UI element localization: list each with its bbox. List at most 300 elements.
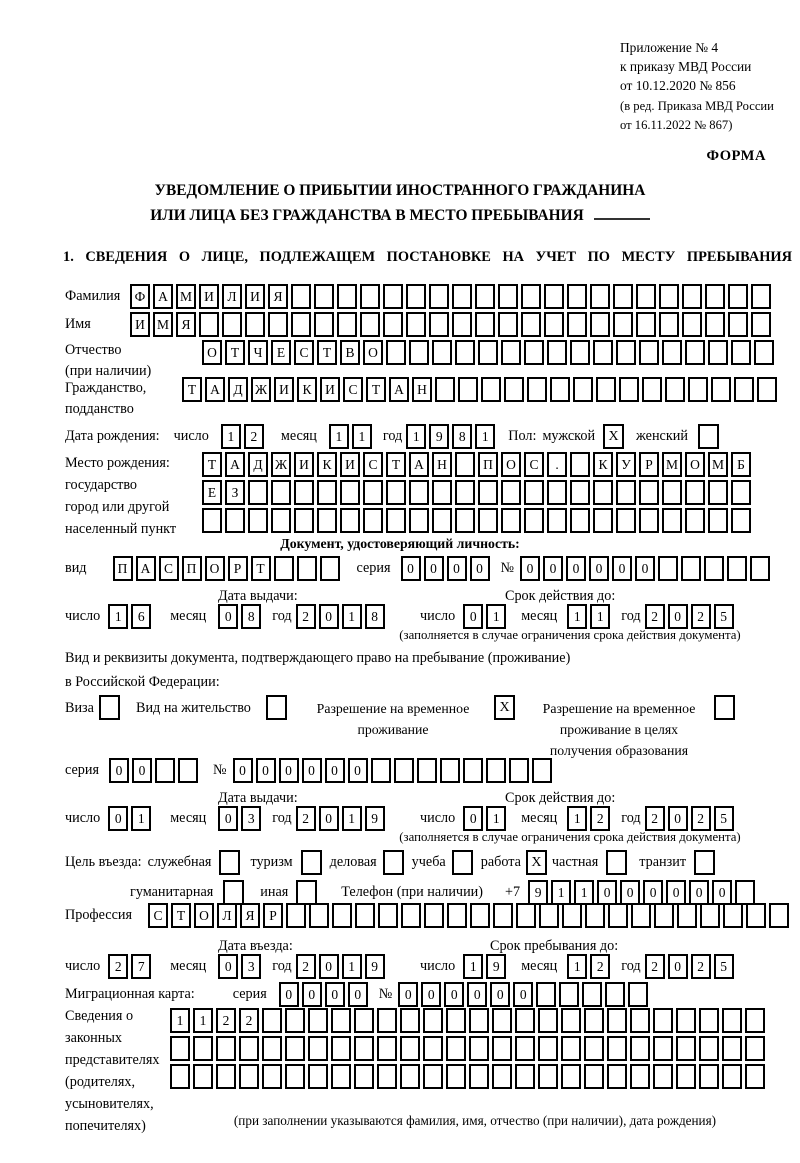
char-box[interactable] (271, 508, 291, 533)
char-box[interactable]: 0 (218, 806, 238, 831)
char-box[interactable] (676, 1008, 696, 1033)
char-box[interactable] (294, 480, 314, 505)
purpose-transit-checkbox[interactable] (694, 850, 715, 875)
char-box[interactable] (360, 284, 380, 309)
visa-checkbox[interactable] (99, 695, 120, 720)
char-box[interactable] (470, 903, 490, 928)
char-box[interactable]: . (547, 452, 567, 477)
char-box[interactable]: 1 (574, 880, 594, 905)
char-box[interactable] (170, 1036, 190, 1061)
char-box[interactable] (659, 312, 679, 337)
char-box[interactable] (314, 284, 334, 309)
char-box[interactable]: 1 (170, 1008, 190, 1033)
char-box[interactable] (423, 1008, 443, 1033)
char-box[interactable]: 0 (109, 758, 129, 783)
char-box[interactable] (561, 1008, 581, 1033)
char-box[interactable]: С (159, 556, 179, 581)
char-box[interactable] (400, 1008, 420, 1033)
char-box[interactable] (492, 1064, 512, 1089)
char-box[interactable] (630, 1064, 650, 1089)
char-box[interactable] (504, 377, 524, 402)
char-box[interactable]: 0 (668, 806, 688, 831)
char-box[interactable]: И (320, 377, 340, 402)
char-box[interactable]: Т (386, 452, 406, 477)
char-box[interactable] (527, 377, 547, 402)
char-box[interactable] (685, 480, 705, 505)
char-box[interactable]: П (478, 452, 498, 477)
char-box[interactable] (642, 377, 662, 402)
char-box[interactable] (593, 508, 613, 533)
char-box[interactable] (708, 508, 728, 533)
char-box[interactable] (455, 452, 475, 477)
char-box[interactable] (728, 312, 748, 337)
char-box[interactable] (561, 1036, 581, 1061)
char-box[interactable] (363, 508, 383, 533)
char-box[interactable]: М (176, 284, 196, 309)
char-box[interactable]: Я (176, 312, 196, 337)
char-box[interactable]: И (274, 377, 294, 402)
char-box[interactable] (492, 1008, 512, 1033)
char-box[interactable]: Т (251, 556, 271, 581)
char-box[interactable] (582, 982, 602, 1007)
char-box[interactable]: 0 (597, 880, 617, 905)
purpose-private-checkbox[interactable] (606, 850, 627, 875)
purpose-humanitarian-checkbox[interactable] (223, 880, 244, 905)
char-box[interactable] (544, 284, 564, 309)
char-box[interactable]: 1 (567, 806, 587, 831)
char-box[interactable] (400, 1064, 420, 1089)
char-box[interactable] (731, 480, 751, 505)
char-box[interactable] (463, 758, 483, 783)
char-box[interactable]: 2 (244, 424, 264, 449)
char-box[interactable] (291, 284, 311, 309)
char-box[interactable] (665, 377, 685, 402)
char-box[interactable] (360, 312, 380, 337)
char-box[interactable] (386, 340, 406, 365)
char-box[interactable]: 6 (131, 604, 151, 629)
char-box[interactable]: 1 (352, 424, 372, 449)
char-box[interactable] (294, 508, 314, 533)
char-box[interactable] (222, 312, 242, 337)
char-box[interactable] (424, 903, 444, 928)
char-box[interactable] (532, 758, 552, 783)
char-box[interactable] (446, 1036, 466, 1061)
char-box[interactable]: А (225, 452, 245, 477)
char-box[interactable] (178, 758, 198, 783)
char-box[interactable]: 0 (319, 604, 339, 629)
char-box[interactable] (639, 480, 659, 505)
char-box[interactable]: Ж (271, 452, 291, 477)
char-box[interactable] (354, 1008, 374, 1033)
char-box[interactable]: Я (240, 903, 260, 928)
char-box[interactable]: К (593, 452, 613, 477)
char-box[interactable]: С (148, 903, 168, 928)
char-box[interactable] (570, 452, 590, 477)
char-box[interactable]: 0 (612, 556, 632, 581)
char-box[interactable] (662, 340, 682, 365)
char-box[interactable]: С (294, 340, 314, 365)
char-box[interactable]: 5 (714, 604, 734, 629)
char-box[interactable] (704, 556, 724, 581)
char-box[interactable]: Д (248, 452, 268, 477)
char-box[interactable] (354, 1064, 374, 1089)
char-box[interactable]: 1 (342, 954, 362, 979)
char-box[interactable] (659, 284, 679, 309)
char-box[interactable] (636, 284, 656, 309)
male-checkbox[interactable]: X (603, 424, 624, 449)
char-box[interactable]: С (363, 452, 383, 477)
char-box[interactable]: 1 (108, 604, 128, 629)
char-box[interactable]: Т (182, 377, 202, 402)
char-box[interactable] (515, 1008, 535, 1033)
char-box[interactable]: О (501, 452, 521, 477)
char-box[interactable]: 8 (241, 604, 261, 629)
char-box[interactable] (516, 903, 536, 928)
char-box[interactable] (314, 312, 334, 337)
char-box[interactable]: 0 (348, 758, 368, 783)
char-box[interactable]: А (409, 452, 429, 477)
char-box[interactable] (705, 312, 725, 337)
char-box[interactable] (308, 1036, 328, 1061)
char-box[interactable] (677, 903, 697, 928)
char-box[interactable] (653, 1064, 673, 1089)
char-box[interactable]: 0 (470, 556, 490, 581)
char-box[interactable] (268, 312, 288, 337)
char-box[interactable] (590, 312, 610, 337)
char-box[interactable] (297, 556, 317, 581)
char-box[interactable] (340, 508, 360, 533)
char-box[interactable] (432, 480, 452, 505)
char-box[interactable] (274, 556, 294, 581)
char-box[interactable] (544, 312, 564, 337)
char-box[interactable] (639, 340, 659, 365)
char-box[interactable] (699, 1064, 719, 1089)
char-box[interactable]: 8 (365, 604, 385, 629)
char-box[interactable] (331, 1064, 351, 1089)
char-box[interactable] (662, 508, 682, 533)
char-box[interactable] (337, 312, 357, 337)
char-box[interactable] (377, 1064, 397, 1089)
char-box[interactable]: 0 (463, 806, 483, 831)
char-box[interactable] (308, 1008, 328, 1033)
char-box[interactable] (653, 1008, 673, 1033)
char-box[interactable] (688, 377, 708, 402)
char-box[interactable] (731, 508, 751, 533)
char-box[interactable]: 9 (486, 954, 506, 979)
char-box[interactable]: Т (366, 377, 386, 402)
char-box[interactable] (585, 903, 605, 928)
female-checkbox[interactable] (698, 424, 719, 449)
char-box[interactable]: 0 (256, 758, 276, 783)
char-box[interactable] (432, 340, 452, 365)
char-box[interactable]: 2 (296, 954, 316, 979)
char-box[interactable] (708, 480, 728, 505)
char-box[interactable] (607, 1036, 627, 1061)
char-box[interactable]: 2 (239, 1008, 259, 1033)
purpose-study-checkbox[interactable] (452, 850, 473, 875)
char-box[interactable] (731, 340, 751, 365)
char-box[interactable]: К (317, 452, 337, 477)
char-box[interactable] (654, 903, 674, 928)
char-box[interactable] (699, 1036, 719, 1061)
char-box[interactable] (216, 1036, 236, 1061)
char-box[interactable] (317, 508, 337, 533)
char-box[interactable]: 3 (241, 954, 261, 979)
char-box[interactable] (498, 312, 518, 337)
char-box[interactable] (377, 1008, 397, 1033)
char-box[interactable]: 0 (279, 758, 299, 783)
char-box[interactable] (501, 340, 521, 365)
char-box[interactable] (469, 1064, 489, 1089)
char-box[interactable] (769, 903, 789, 928)
char-box[interactable] (455, 508, 475, 533)
char-box[interactable]: Д (228, 377, 248, 402)
char-box[interactable] (478, 340, 498, 365)
char-box[interactable]: Е (202, 480, 222, 505)
char-box[interactable] (745, 1008, 765, 1033)
char-box[interactable] (524, 480, 544, 505)
char-box[interactable] (727, 556, 747, 581)
char-box[interactable]: 2 (296, 806, 316, 831)
char-box[interactable] (170, 1064, 190, 1089)
char-box[interactable] (469, 1008, 489, 1033)
char-box[interactable]: О (205, 556, 225, 581)
char-box[interactable] (386, 508, 406, 533)
char-box[interactable]: 2 (645, 604, 665, 629)
char-box[interactable] (681, 556, 701, 581)
char-box[interactable]: Ч (248, 340, 268, 365)
char-box[interactable]: 2 (691, 954, 711, 979)
char-box[interactable] (536, 982, 556, 1007)
char-box[interactable] (225, 508, 245, 533)
char-box[interactable]: 9 (365, 806, 385, 831)
char-box[interactable] (521, 312, 541, 337)
char-box[interactable]: М (708, 452, 728, 477)
char-box[interactable] (478, 508, 498, 533)
char-box[interactable]: З (225, 480, 245, 505)
char-box[interactable] (509, 758, 529, 783)
char-box[interactable] (501, 480, 521, 505)
char-box[interactable] (409, 480, 429, 505)
char-box[interactable] (498, 284, 518, 309)
char-box[interactable]: Я (268, 284, 288, 309)
char-box[interactable] (202, 508, 222, 533)
char-box[interactable]: 2 (216, 1008, 236, 1033)
char-box[interactable]: П (113, 556, 133, 581)
char-box[interactable] (685, 508, 705, 533)
char-box[interactable] (584, 1008, 604, 1033)
char-box[interactable]: 5 (714, 806, 734, 831)
char-box[interactable] (722, 1064, 742, 1089)
char-box[interactable]: 9 (365, 954, 385, 979)
char-box[interactable] (383, 312, 403, 337)
char-box[interactable] (331, 1036, 351, 1061)
char-box[interactable]: 7 (131, 954, 151, 979)
char-box[interactable]: Р (228, 556, 248, 581)
char-box[interactable] (308, 1064, 328, 1089)
char-box[interactable]: М (662, 452, 682, 477)
char-box[interactable]: Т (225, 340, 245, 365)
char-box[interactable]: 2 (590, 806, 610, 831)
char-box[interactable]: 0 (490, 982, 510, 1007)
char-box[interactable] (432, 508, 452, 533)
char-box[interactable] (271, 480, 291, 505)
char-box[interactable] (593, 480, 613, 505)
char-box[interactable]: 0 (319, 954, 339, 979)
char-box[interactable] (262, 1008, 282, 1033)
char-box[interactable] (455, 480, 475, 505)
char-box[interactable]: 1 (329, 424, 349, 449)
char-box[interactable] (639, 508, 659, 533)
char-box[interactable]: 0 (325, 982, 345, 1007)
char-box[interactable] (475, 284, 495, 309)
char-box[interactable]: Н (432, 452, 452, 477)
char-box[interactable] (616, 340, 636, 365)
char-box[interactable] (662, 480, 682, 505)
char-box[interactable] (193, 1064, 213, 1089)
char-box[interactable]: 0 (543, 556, 563, 581)
char-box[interactable] (607, 1064, 627, 1089)
char-box[interactable]: 0 (421, 982, 441, 1007)
char-box[interactable] (605, 982, 625, 1007)
char-box[interactable] (446, 1008, 466, 1033)
char-box[interactable]: 0 (666, 880, 686, 905)
char-box[interactable]: Л (217, 903, 237, 928)
char-box[interactable]: Ф (130, 284, 150, 309)
char-box[interactable] (340, 480, 360, 505)
char-box[interactable] (538, 1064, 558, 1089)
purpose-work-checkbox[interactable]: X (526, 850, 547, 875)
char-box[interactable]: 0 (712, 880, 732, 905)
char-box[interactable] (521, 284, 541, 309)
char-box[interactable] (317, 480, 337, 505)
char-box[interactable] (735, 880, 755, 905)
char-box[interactable]: 2 (645, 954, 665, 979)
char-box[interactable] (515, 1064, 535, 1089)
purpose-tourism-checkbox[interactable] (301, 850, 322, 875)
char-box[interactable]: Т (317, 340, 337, 365)
char-box[interactable] (745, 1036, 765, 1061)
char-box[interactable] (547, 340, 567, 365)
char-box[interactable]: 1 (131, 806, 151, 831)
char-box[interactable] (406, 312, 426, 337)
char-box[interactable]: М (153, 312, 173, 337)
char-box[interactable]: 0 (467, 982, 487, 1007)
char-box[interactable] (708, 340, 728, 365)
char-box[interactable] (371, 758, 391, 783)
char-box[interactable]: 0 (218, 954, 238, 979)
char-box[interactable]: 1 (463, 954, 483, 979)
purpose-business-checkbox[interactable] (383, 850, 404, 875)
char-box[interactable]: 5 (714, 954, 734, 979)
char-box[interactable] (658, 556, 678, 581)
char-box[interactable]: О (363, 340, 383, 365)
char-box[interactable] (682, 284, 702, 309)
char-box[interactable] (475, 312, 495, 337)
char-box[interactable] (734, 377, 754, 402)
char-box[interactable]: Т (202, 452, 222, 477)
char-box[interactable] (746, 903, 766, 928)
char-box[interactable]: П (182, 556, 202, 581)
char-box[interactable] (653, 1036, 673, 1061)
char-box[interactable] (539, 903, 559, 928)
char-box[interactable] (608, 903, 628, 928)
char-box[interactable] (607, 1008, 627, 1033)
char-box[interactable]: И (130, 312, 150, 337)
char-box[interactable] (754, 340, 774, 365)
char-box[interactable] (596, 377, 616, 402)
char-box[interactable] (636, 312, 656, 337)
char-box[interactable]: 1 (342, 604, 362, 629)
char-box[interactable]: И (340, 452, 360, 477)
char-box[interactable]: А (205, 377, 225, 402)
char-box[interactable]: 0 (689, 880, 709, 905)
char-box[interactable]: 2 (590, 954, 610, 979)
char-box[interactable] (584, 1036, 604, 1061)
char-box[interactable]: 0 (233, 758, 253, 783)
char-box[interactable]: 0 (302, 982, 322, 1007)
char-box[interactable]: 0 (589, 556, 609, 581)
char-box[interactable]: 9 (528, 880, 548, 905)
char-box[interactable] (309, 903, 329, 928)
char-box[interactable] (700, 903, 720, 928)
char-box[interactable]: А (136, 556, 156, 581)
char-box[interactable]: 0 (398, 982, 418, 1007)
char-box[interactable] (285, 1008, 305, 1033)
char-box[interactable]: И (294, 452, 314, 477)
char-box[interactable]: А (153, 284, 173, 309)
char-box[interactable] (455, 340, 475, 365)
char-box[interactable]: И (245, 284, 265, 309)
char-box[interactable] (440, 758, 460, 783)
char-box[interactable]: 9 (429, 424, 449, 449)
char-box[interactable] (486, 758, 506, 783)
char-box[interactable]: 0 (132, 758, 152, 783)
char-box[interactable] (429, 312, 449, 337)
char-box[interactable] (547, 508, 567, 533)
char-box[interactable] (458, 377, 478, 402)
char-box[interactable]: 0 (668, 954, 688, 979)
purpose-other-checkbox[interactable] (296, 880, 317, 905)
char-box[interactable] (199, 312, 219, 337)
char-box[interactable]: 0 (325, 758, 345, 783)
char-box[interactable] (481, 377, 501, 402)
char-box[interactable] (630, 1008, 650, 1033)
char-box[interactable] (354, 1036, 374, 1061)
char-box[interactable]: Л (222, 284, 242, 309)
char-box[interactable] (423, 1064, 443, 1089)
purpose-official-checkbox[interactable] (219, 850, 240, 875)
char-box[interactable] (406, 284, 426, 309)
char-box[interactable]: 0 (520, 556, 540, 581)
char-box[interactable]: 0 (513, 982, 533, 1007)
char-box[interactable] (262, 1036, 282, 1061)
char-box[interactable] (524, 508, 544, 533)
char-box[interactable] (570, 508, 590, 533)
char-box[interactable] (478, 480, 498, 505)
char-box[interactable]: Р (263, 903, 283, 928)
char-box[interactable] (631, 903, 651, 928)
char-box[interactable]: 0 (302, 758, 322, 783)
char-box[interactable] (332, 903, 352, 928)
char-box[interactable] (447, 903, 467, 928)
char-box[interactable] (676, 1064, 696, 1089)
char-box[interactable]: С (343, 377, 363, 402)
char-box[interactable] (429, 284, 449, 309)
char-box[interactable]: 0 (566, 556, 586, 581)
char-box[interactable] (559, 982, 579, 1007)
char-box[interactable] (722, 1008, 742, 1033)
